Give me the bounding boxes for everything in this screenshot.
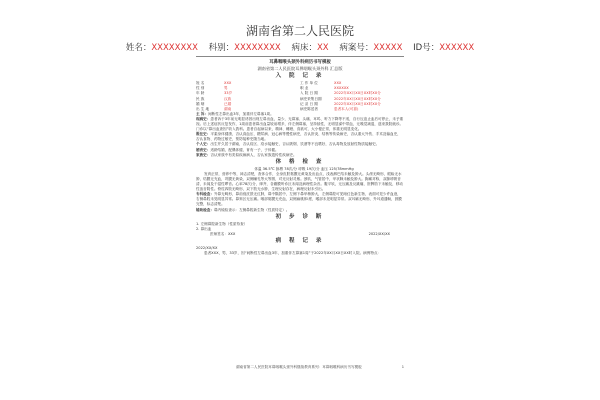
department-value: XXXXXXXX bbox=[234, 43, 281, 53]
record-paper bbox=[196, 60, 404, 378]
bed-label: 病床： bbox=[291, 43, 317, 53]
marital-history: 婚育史：适龄结婚，配偶体健，育有一子，子体健。 bbox=[196, 147, 279, 152]
info-row: 病史陈述者 患者本人(可靠) bbox=[300, 106, 359, 111]
page-number: 1 bbox=[401, 365, 404, 369]
info-row: 年 龄 33岁 bbox=[196, 91, 233, 96]
info-row: 病史采集日期 2022年XX月XX日XX时XX分 bbox=[300, 96, 381, 101]
hospital-title: 湖南省第二人民医院 bbox=[245, 24, 354, 38]
diagnosis-item: 2. 鼻出血 bbox=[196, 226, 212, 231]
info-row: 入 院 日 期 2022年XX月XX日XX时XX分 bbox=[300, 91, 381, 96]
footer-text: 湖南省第二人民医院耳鼻咽喉头颈外科继续教育系列：耳鼻咽喉科病历书写模板 bbox=[235, 365, 362, 369]
personal-history: 个人史：出生并久居于湖南，否认疫区、疫水接触史，否认吸烟、饮酒等不良嗜好，否认毒物及放射性物质接触史。 bbox=[196, 142, 380, 147]
doc-subtitle: 湖南省第二人民医院耳鼻咽喉头颈外科 汇总版 bbox=[257, 66, 343, 72]
diagnosis-item: 1. 左侧鼻腔新生物（性质待查） bbox=[196, 221, 248, 226]
family-history: 家族史：否认家族中有类似疾病病人，否认家族遗传性疾病史。 bbox=[196, 152, 297, 157]
course-date: 2022/XX/XX bbox=[196, 246, 218, 251]
info-row: 职 业 XXXXXX bbox=[300, 86, 349, 91]
specialist-exam: 专科检查：外鼻无畸形，鼻前庭皮肤无红肿，鼻中隔居中，左侧下鼻甲稍肿大，左侧鼻腔可见暗红色新生物，表面可见少许血迹，右侧鼻腔未见明显异常。鼻窦区无压痛。咽部黏膜无充血，双侧扁桃体Ⅰ度，喉部未见明显异常。双耳廓无畸形，外耳道通畅，鼓膜完整，标志清楚。 bbox=[196, 192, 402, 207]
name-label: 姓名： bbox=[125, 43, 152, 53]
info-row: 工 作 单 位 XXX bbox=[300, 81, 342, 86]
department-label: 科别： bbox=[208, 43, 235, 53]
page-footer bbox=[196, 365, 404, 370]
info-row: 出 生 地 湖南 bbox=[196, 106, 232, 111]
admission-heading: 入 院 记 录 bbox=[275, 73, 325, 80]
header-divider bbox=[196, 56, 404, 57]
auxiliary-exam: 辅助检查：鼻内镜检查示：左侧鼻腔新生物（性质待定）。 bbox=[196, 207, 290, 212]
case-number-label: 病案号： bbox=[339, 43, 374, 53]
info-row: 性 别 男 bbox=[196, 86, 228, 91]
info-row: 姓 名 XXX bbox=[196, 81, 232, 86]
general-exam: 发育正常，营养中等，神志清楚，查体合作，全身皮肤黏膜无黄染及出血点，浅表淋巴结未触及肿大。头颅无畸形，眼睑无水肿，结膜无充血，巩膜无黄染，双侧瞳孔等大等圆，对光反射灵敏。颈软，气管居中，甲状腺未触及肿大。胸廓对称，双肺呼吸音清，未闻及干湿性啰音。心率78次/分，律齐，各瓣膜听诊区未闻及病理性杂音。腹平软，无压痛及反跳痛，肝脾肋下未触及，移动性浊音阴性。脊柱四肢无畸形，双下肢无水肿，生理反射存在，病理反射未引出。 bbox=[196, 171, 404, 192]
course-heading: 病 程 记 录 bbox=[275, 238, 325, 244]
name-value: XXXXXXXX bbox=[151, 43, 198, 53]
basic-info bbox=[196, 81, 404, 112]
present-illness: 现病史：患者诉于3年前无明显诱因出现左鼻出血，量少，无鼻塞、头痛、耳鸣、听力下降等不适，自行压迫止血后可停止，未予重视。后上述症状反复发作，1周前患者鼻出血量较前增多，伴左侧鼻塞，呈持续性，无明显涕中带血，无嗅觉减退，遂来我院就诊。门诊以“鼻出血查因”收入我科。患者自起病以来，精神、睡眠、食欲可，大小便正常，体重无明显变化。 bbox=[196, 116, 404, 132]
basic-info-right bbox=[300, 81, 404, 112]
physician-signature: 医师签名：XXX 2022/XX/XX bbox=[210, 231, 390, 236]
info-row: 婚 姻 已婚 bbox=[196, 101, 232, 106]
id-label: ID号： bbox=[413, 43, 440, 53]
diagnosis-heading: 初 步 诊 断 bbox=[275, 213, 325, 220]
chief-complaint: 主 诉：间断性左鼻出血3年，加重伴左鼻塞1周。 bbox=[196, 111, 274, 116]
info-row: 民 族 汉族 bbox=[196, 96, 232, 101]
basic-info-left bbox=[196, 81, 300, 112]
exam-heading: 体 格 检 查 bbox=[275, 158, 325, 165]
info-row: 记 录 日 期 2022年XX月XX日XX时XX分 bbox=[300, 101, 381, 106]
patient-info-bar bbox=[0, 41, 600, 53]
bed-value: XX bbox=[316, 43, 329, 53]
case-number-value: XXXXX bbox=[373, 43, 403, 53]
doc-title: 耳鼻咽喉头颈外科病历书写模板 bbox=[269, 60, 331, 65]
course-text: 患者XXX，男，33岁，因“间断性左鼻出血3年，加重伴左鼻塞1周”于2022年XX月XX日XX时入院。病例特点： bbox=[204, 251, 382, 256]
vital-signs: 体温 36.5℃ 脉搏 78次/分 呼吸 19次/分 血压 125/78mmHg bbox=[254, 166, 354, 171]
past-history: 既往史：平素身体健康，否认高血压、糖尿病、冠心病等慢性病史，否认肝炎、结核等传染病史，否认重大外伤、手术及输血史，否认食物、药物过敏史，预防接种史随当地。 bbox=[196, 132, 401, 142]
id-value: XXXXXX bbox=[439, 43, 475, 53]
